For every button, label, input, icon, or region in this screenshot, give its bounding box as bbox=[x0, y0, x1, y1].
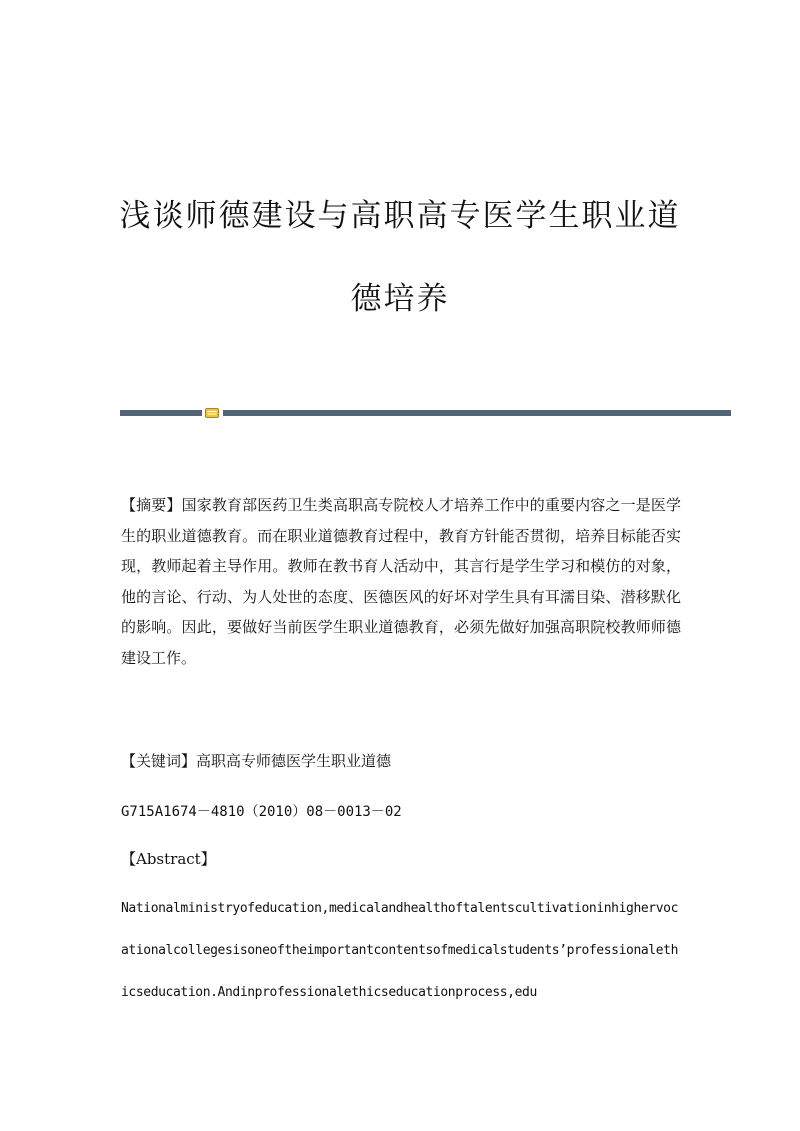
abstract-en-text: Nationalministryofeducation,medicalandhealthoftalentscultivationinhighervocationalcollegesisoneoftheimportantcontentsofmedicalstudents’professionalethicseducation.Andinprofessionalethicseducationprocess,edu bbox=[121, 901, 678, 1000]
document-title-line-1: 浅谈师德建设与高职高专医学生职业道 bbox=[119, 198, 681, 234]
classification-code: G715A1674－4810（2010）08－0013－02 bbox=[121, 804, 402, 820]
keywords-label: 【关键词】 bbox=[121, 752, 197, 770]
keywords-paragraph bbox=[121, 748, 681, 774]
abstract-paragraph bbox=[121, 490, 681, 674]
abstract-text: 国家教育部医药卫生类高职高专院校人才培养工作中的重要内容之一是医学生的职业道德教育。而在职业道德教育过程中，教育方针能否贯彻，培养目标能否实现，教师起着主导作用。教师在教书育人活动中，其言行是学生学习和模仿的对象，他的言论、行动、为人处世的态度、医德医风的好坏对学生具有耳濡目染、潜移默化的影响。因此，要做好当前医学生职业道德教育，必须先做好加强高职院校教师师德建设工作。 bbox=[121, 496, 681, 667]
divider-bar-right bbox=[223, 410, 731, 416]
abstract-label: 【摘要】 bbox=[121, 496, 182, 514]
divider-bar-left bbox=[120, 410, 202, 416]
keywords-text: 高职高专师德医学生职业道德 bbox=[196, 752, 392, 770]
document-title-line-2: 德培养 bbox=[350, 281, 450, 317]
title-divider bbox=[120, 408, 731, 418]
abstract-en-label: 【Abstract】 bbox=[121, 850, 216, 868]
book-icon bbox=[205, 408, 219, 418]
